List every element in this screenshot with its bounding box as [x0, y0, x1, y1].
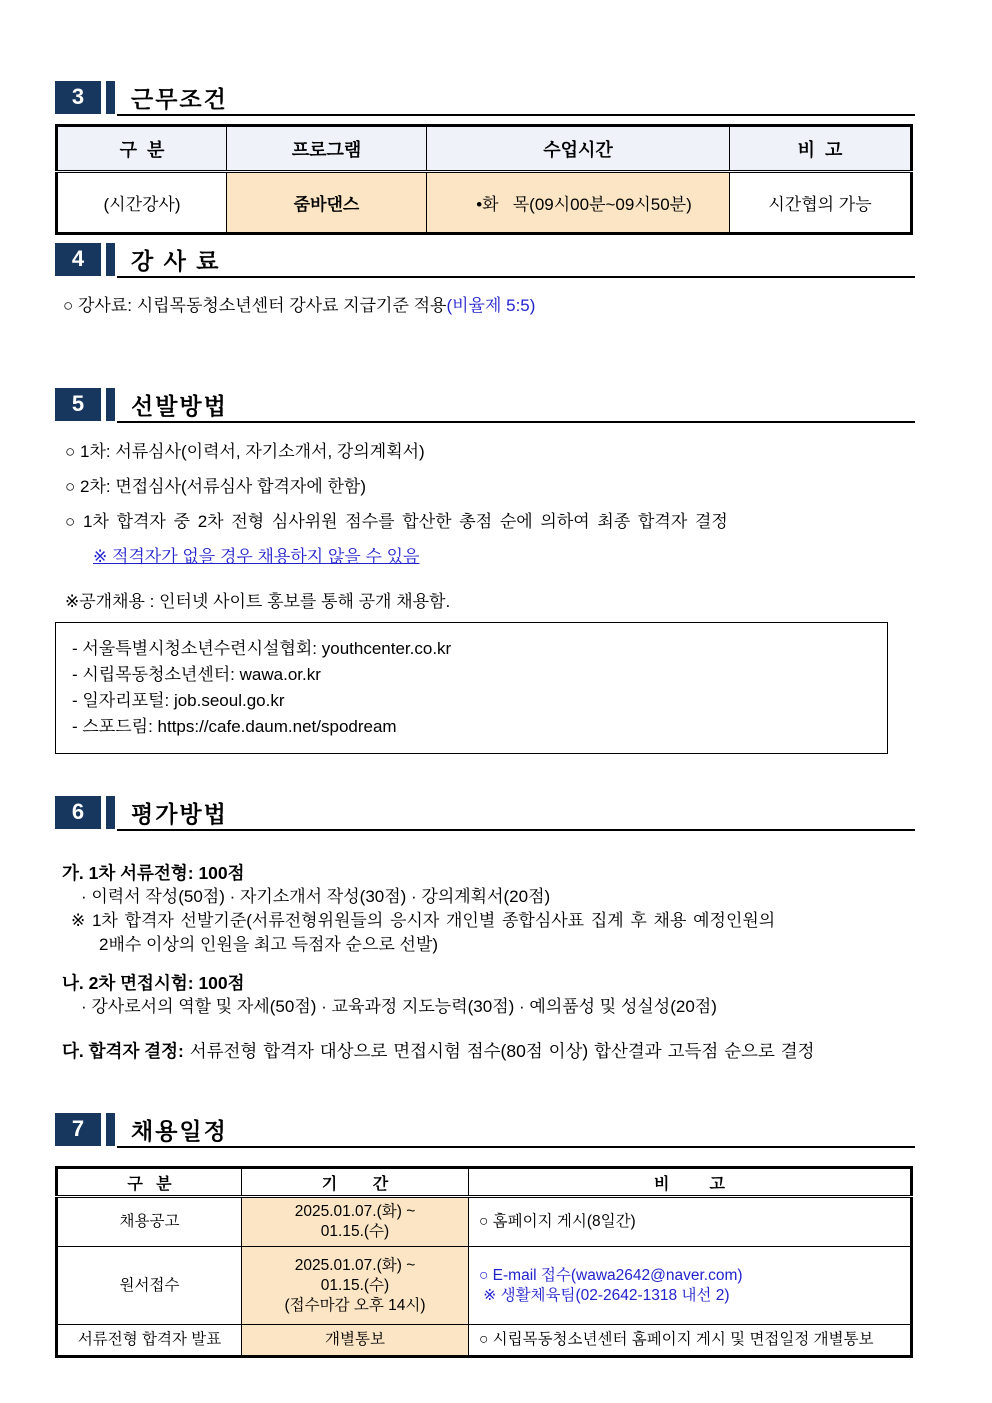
section-6-title: 평가방법 — [131, 800, 228, 827]
eval-a-title: 가. 1차 서류전형: 100점 — [62, 863, 245, 883]
section-badge-strip — [106, 388, 115, 421]
section-badge-strip — [106, 796, 115, 829]
eval-b-title: 나. 2차 면접시험: 100점 — [62, 973, 245, 993]
selection-item-2: ○ 2차: 면접심사(서류심사 합격자에 한함) — [65, 477, 366, 496]
work-cell-program: 줌바댄스 — [227, 172, 427, 234]
eval-b-detail: · 강사로서의 역할 및 자세(50점) · 교육과정 지도능력(30점) · 예의품성 및 성실성(20점) — [81, 997, 717, 1016]
section-3-title: 근무조건 — [131, 85, 228, 112]
work-header-time: 수업시간 — [427, 126, 730, 172]
work-table-row — [57, 172, 912, 234]
schedule-header-row — [57, 1168, 912, 1197]
section-7-heading — [55, 1110, 915, 1148]
site-link-wawa: - 시립목동청소년센터: wawa.or.kr — [72, 665, 321, 684]
schedule-gubun-3: 서류전형 합격자 발표 — [57, 1325, 242, 1357]
work-conditions-table — [55, 124, 913, 235]
section-badge-strip — [106, 81, 115, 114]
section-3-heading — [55, 78, 915, 116]
schedule-note-3: ○ 시립목동청소년센터 홈페이지 게시 및 면접일정 개별통보 — [469, 1325, 912, 1357]
section-6-number-badge: 6 — [55, 796, 101, 829]
section-3-number-badge: 3 — [55, 81, 101, 114]
schedule-gubun-2: 원서접수 — [57, 1247, 242, 1325]
work-cell-gubun: (시간강사) — [57, 172, 227, 234]
work-header-gubun: 구 분 — [57, 126, 227, 172]
fee-text: ○ 강사료: 시립목동청소년센터 강사료 지급기준 적용 — [63, 296, 447, 315]
schedule-header-period: 기 간 — [242, 1168, 469, 1197]
site-link-spodream: - 스포드림: https://cafe.daum.net/spodream — [72, 717, 397, 736]
eval-c-title: 다. 합격자 결정: — [62, 1041, 184, 1061]
site-link-youthcenter: - 서울특별시청소년수련시설협회: youthcenter.co.kr — [72, 639, 452, 658]
eval-a-detail: · 이력서 작성(50점) · 자기소개서 작성(30점) · 강의계획서(20점) — [81, 887, 551, 906]
work-table-header-row — [57, 126, 912, 172]
selection-warning — [55, 545, 915, 569]
schedule-email-line: ○ E-mail 접수(wawa2642@naver.com) — [479, 1266, 743, 1284]
section-5-heading — [55, 385, 915, 423]
section-4-title: 강 사 료 — [131, 247, 221, 274]
section-4-number-badge: 4 — [55, 243, 101, 276]
schedule-row-application — [57, 1247, 912, 1325]
section-badge-strip — [106, 1113, 115, 1146]
schedule-row-result — [57, 1325, 912, 1357]
schedule-table — [55, 1166, 913, 1358]
section-badge-strip — [106, 243, 115, 276]
work-cell-note: 시간협의 가능 — [730, 172, 912, 234]
schedule-phone-line: ※ 생활체육팀(02-2642-1318 내선 2) — [479, 1286, 730, 1304]
selection-item-1: ○ 1차: 서류심사(이력서, 자기소개서, 강의계획서) — [65, 442, 425, 461]
schedule-row-announcement — [57, 1197, 912, 1247]
work-cell-time: •화 목(09시00분~09시50분) — [427, 172, 730, 234]
site-link-jobseoul: - 일자리포털: job.seoul.go.kr — [72, 691, 285, 710]
recruit-sites-box — [55, 622, 888, 754]
schedule-gubun-1: 채용공고 — [57, 1197, 242, 1247]
schedule-header-gubun: 구 분 — [57, 1168, 242, 1197]
section-5-number-badge: 5 — [55, 388, 101, 421]
section-7-number-badge: 7 — [55, 1113, 101, 1146]
schedule-note-1: ○ 홈페이지 게시(8일간) — [469, 1197, 912, 1247]
section-7-title: 채용일정 — [131, 1117, 228, 1144]
schedule-period-2: 2025.01.07.(화) ~ 01.15.(수) (접수마감 오후 14시) — [242, 1247, 469, 1325]
selection-item-3: ○ 1차 합격자 중 2차 전형 심사위원 점수를 합산한 총점 순에 의하여 최종 합격자 결정 — [65, 512, 728, 531]
eval-a-note-line2: 2배수 이상의 인원을 최고 득점자 순으로 선발) — [99, 935, 439, 954]
section-5-title: 선발방법 — [131, 392, 228, 419]
fee-ratio-link[interactable]: (비율제 5:5) — [446, 296, 536, 315]
section-6-heading — [55, 793, 915, 831]
work-header-note: 비 고 — [730, 126, 912, 172]
schedule-period-3: 개별통보 — [242, 1325, 469, 1357]
section-4-heading — [55, 240, 915, 278]
selection-warning-text: ※ 적격자가 없을 경우 채용하지 않을 수 있음 — [93, 547, 420, 566]
eval-a-note-line1: ※ 1차 합격자 선발기준(서류전형위원들의 응시자 개인별 종합심사표 집계 후 채용 예정인원의 — [71, 911, 776, 930]
eval-c-detail: 서류전형 합격자 대상으로 면접시험 점수(80점 이상) 합산결과 고득점 순으로 결정 — [183, 1041, 815, 1061]
schedule-note-2 — [469, 1247, 912, 1325]
open-recruit-note: ※공개채용 : 인터넷 사이트 홍보를 통해 공개 채용함. — [65, 592, 451, 611]
schedule-period-1: 2025.01.07.(화) ~ 01.15.(수) — [242, 1197, 469, 1247]
schedule-header-note: 비 고 — [469, 1168, 912, 1197]
fee-bullet-line — [55, 294, 915, 318]
work-header-program: 프로그램 — [227, 126, 427, 172]
eval-c-line — [55, 1039, 915, 1063]
